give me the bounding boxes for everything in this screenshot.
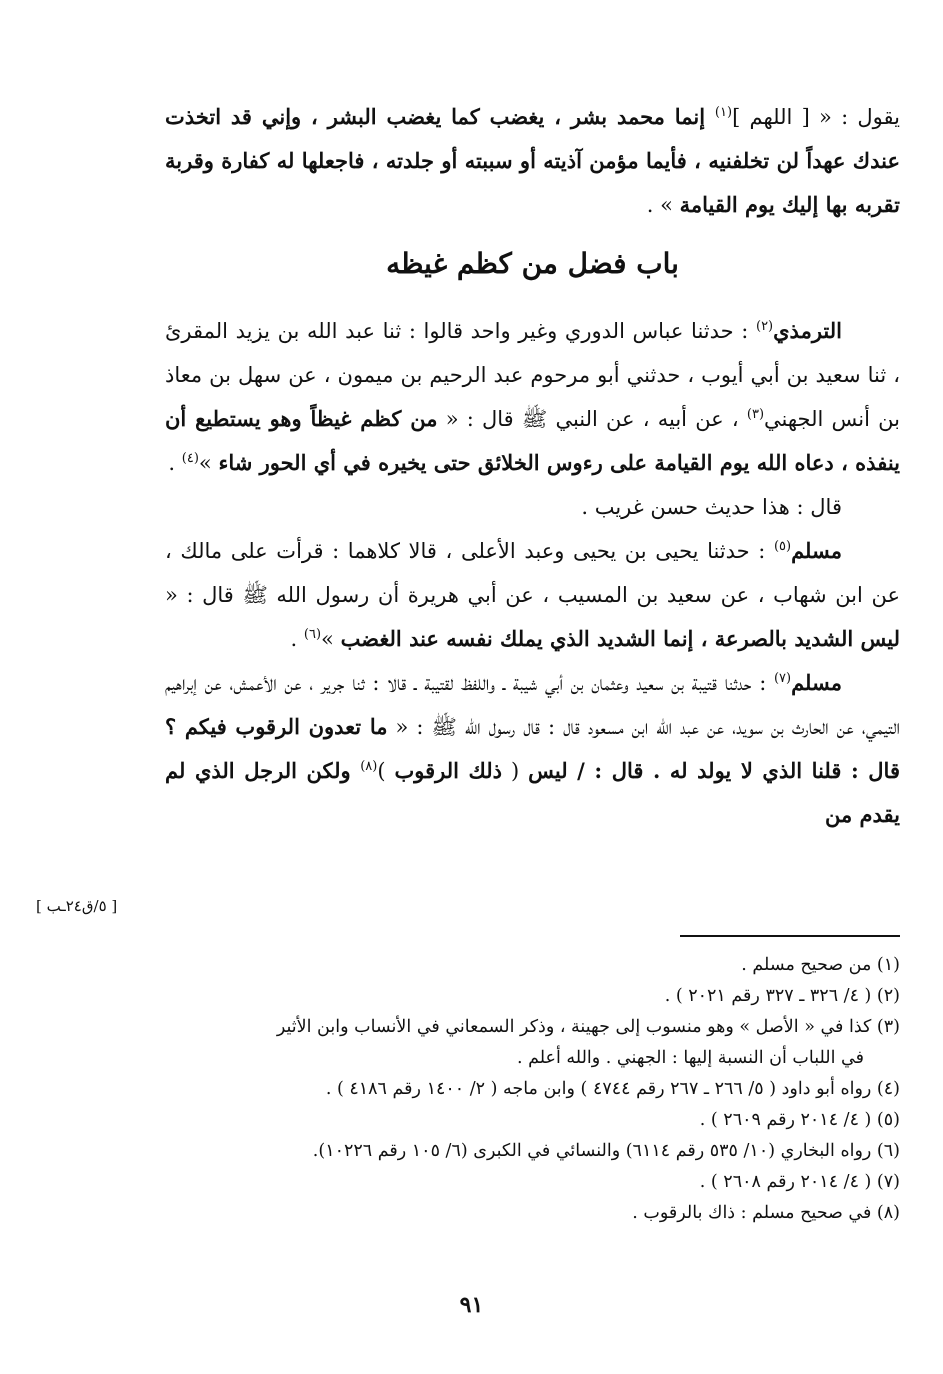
footnote-marker: (٢): [755, 319, 774, 334]
paragraph-tirmidhi: [165, 309, 900, 485]
text-run: : حدثنا عباس الدوري وغير واحد قالوا : ثنا عبد الله بن يزيد المقرئ ، ثنا سعيد بن أبي أيوب ، حدثني أبو مرحوم عبد الرحيم بن ميمون ، عن سهل بن معاذ بن أنس الجهني: [165, 319, 900, 431]
paragraph-grading: قال : هذا حديث حسن غريب .: [581, 495, 842, 519]
hadith-text: إنما محمد بشر ، يغضب كما يغضب البشر ، وإني قد اتخذت عندك عهداً لن تخلفنيه ، فأيما مؤمن آذيته أو سببته أو جلدته ، فاجعلها له كفارة وقربة تقربه بها إليك يوم القيامة: [165, 104, 900, 217]
footnote-4: (٤) رواه أبو داود ( ٥/ ٢٦٦ ـ ٢٦٧ رقم ٤٧٤٤ ) وابن ماجه ( ٢/ ١٤٠٠ رقم ٤١٨٦ ) .: [325, 1079, 900, 1099]
footnote-marker: (١): [714, 105, 733, 120]
hadith-text: من كظم غيظاً وهو يستطيع أن ينفذه ، دعاه الله يوم القيامة على رءوس الخلائق حتى يخيره في أي الحور شاء: [165, 406, 900, 475]
source-name: مسلم: [791, 538, 842, 563]
footnote-marker: (٤): [181, 451, 199, 466]
footnote-divider: [680, 935, 900, 937]
footnote-5: (٥) ( ٤/ ٢٠١٤ رقم ٢٦٠٩ ) .: [699, 1110, 900, 1130]
hadith-text: ما تعدون الرقوب فيكم ؟ قال : قلنا الذي لا يولد له . قال : / ليس: [165, 714, 900, 783]
source-name: الترمذي: [773, 318, 842, 343]
footnote-marker: (٧): [773, 671, 792, 686]
paragraph-hadith-continuation: [165, 95, 900, 227]
paragraph-muslim-1: [165, 529, 900, 661]
hadith-text: ذلك الرقوب: [394, 758, 503, 783]
text-run: »: [198, 451, 219, 475]
text-run: : حدثنا يحيى بن يحيى وعبد الأعلى ، قالا كلاهما : قرأت على مالك ، عن ابن شهاب ، عن سعيد بن المسيب ، عن أبي هريرة أن رسول الله ﷺ قال : «: [165, 539, 900, 607]
chapter-heading: باب فضل من كظم غيظه: [386, 247, 679, 280]
footnote-7: (٧) ( ٤/ ٢٠١٤ رقم ٢٦٠٨ ) .: [699, 1172, 900, 1192]
footnote-3-continuation: في اللباب أن النسبة إليها : الجهني . والله أعلم .: [516, 1048, 864, 1068]
text-run: يقول : « [ اللهم ]: [732, 105, 901, 129]
text-run: .: [168, 451, 182, 475]
text-run: : حدثنا قتيبة بن سعيد وعثمان بن أبي شيبة ـ واللفظ لقتيبة ـ قالا : ثنا جرير ، عن الأعمش، عن إبراهيم التيمي، عن الحارث بن سويد، عن عبد الله ابن مسعود قال : قال رسول الله ﷺ : «: [165, 671, 900, 739]
page-number: ٩١: [459, 1292, 484, 1318]
footnote-6: (٦) رواه البخاري (١٠/ ٥٣٥ رقم ٦١١٤) والنسائي في الكبرى (٦/ ١٠٥ رقم ١٠٢٢٦).: [312, 1141, 900, 1161]
source-name: مسلم: [791, 670, 842, 695]
paragraph-muslim-2: [165, 661, 900, 837]
hadith-text: ليس الشديد بالصرعة ، إنما الشديد الذي يملك نفسه عند الغضب: [340, 626, 900, 651]
text-run: ): [377, 759, 395, 783]
footnote-3: (٣) كذا في « الأصل » وهو منسوب إلى جهينة ، وذكر السمعاني في الأنساب وابن الأثير: [276, 1017, 900, 1037]
hadith-text: ولكن الرجل الذي لم يقدم من: [165, 758, 900, 827]
text-run: »: [321, 627, 341, 651]
footnote-1: (١) من صحيح مسلم .: [741, 955, 900, 975]
footnote-marker: (٨): [360, 759, 378, 774]
footnote-2: (٢) ( ٤/ ٣٢٦ ـ ٣٢٧ رقم ٢٠٢١ ) .: [664, 986, 900, 1006]
footnote-marker: (٥): [773, 539, 792, 554]
manuscript-folio-note: [ ٥/ق٢٤ـب ]: [36, 897, 118, 915]
footnote-8: (٨) في صحيح مسلم : ذاك بالرقوب .: [632, 1203, 900, 1223]
main-text: [165, 95, 900, 837]
footnotes: [165, 950, 900, 1229]
footnote-marker: (٦): [303, 627, 322, 642]
text-run: » .: [646, 193, 680, 217]
text-run: .: [290, 627, 304, 651]
footnote-marker: (٣): [746, 407, 765, 422]
text-run: (: [502, 759, 529, 783]
text-run: ، عن أبيه ، عن النبي ﷺ قال : «: [437, 407, 747, 431]
